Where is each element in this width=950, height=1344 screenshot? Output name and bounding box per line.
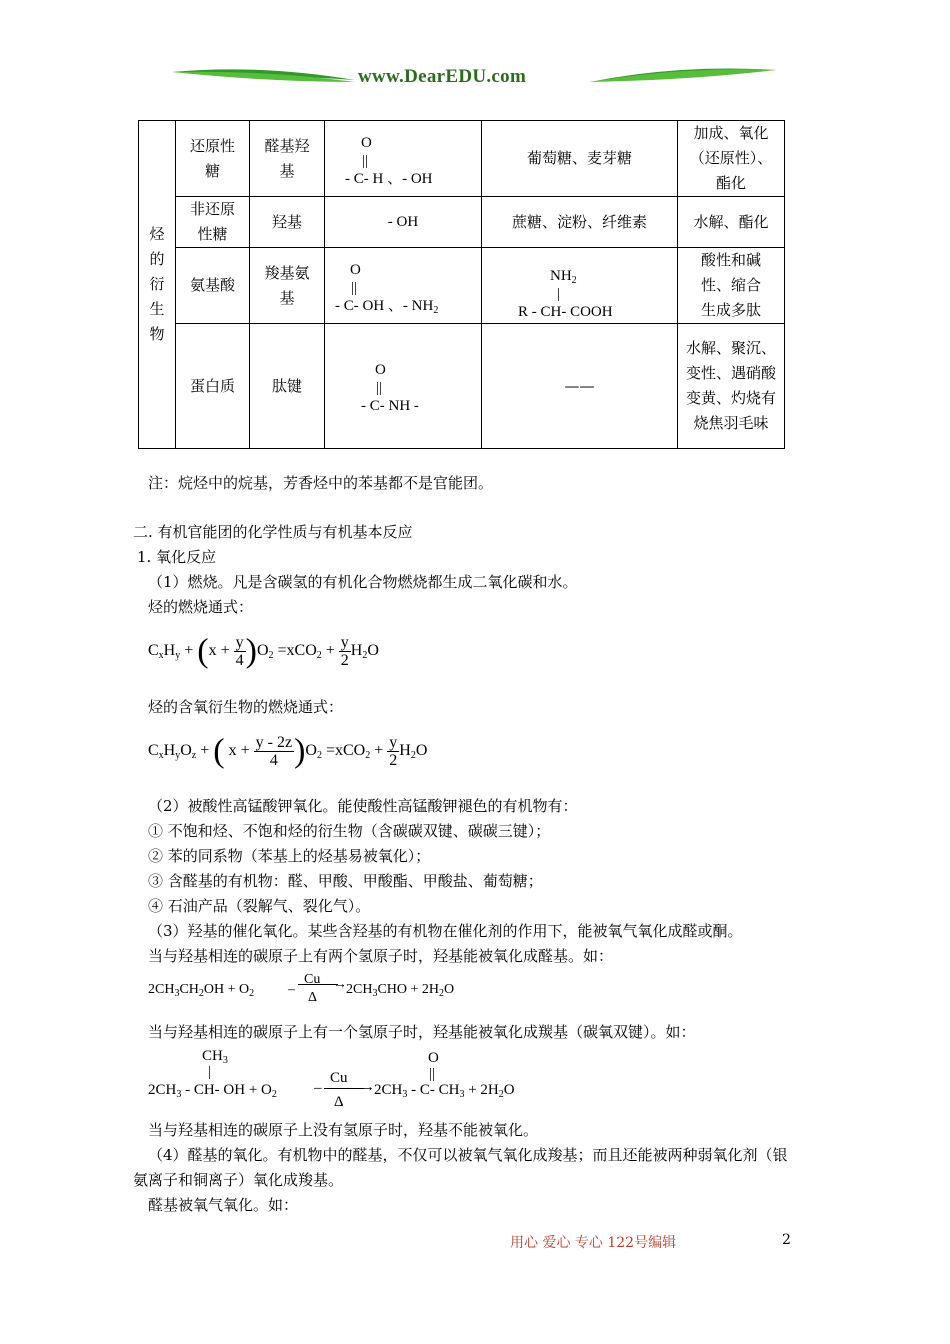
- group-cell: 醛基羟基: [250, 121, 325, 197]
- header-logo: [170, 60, 780, 94]
- group-cell: 羧基氨基: [250, 248, 325, 324]
- paragraph: 当与羟基相连的碳原子上有两个氢原子时，羟基能被氧化成醛基。如：: [148, 947, 614, 965]
- hydrocarbon-combustion-formula: $C_xH_y + (x$ + $\frac{y}{4}$ )$O_2 =xCO_2$ + $\frac{y}{2}$ $H_2O$: [148, 632, 379, 670]
- section-title: 二. 有机官能团的化学性质与有机基本反应: [133, 523, 413, 541]
- class-cell: 非还原性糖: [176, 197, 250, 248]
- paragraph: （4）醛基的氧化。有机物中的醛基，不仅可以被氧气氧化成羧基；而且还能被两种弱氧化剂（银: [148, 1146, 788, 1164]
- group-cell: 羟基: [250, 197, 325, 248]
- properties-cell: 酸性和碱性、缩合生成多肽: [678, 248, 785, 324]
- category-cell: 烃的衍生物: [139, 121, 176, 449]
- examples-cell: ——: [482, 324, 678, 449]
- footer-text: 用心 爱心 专心 122号编辑: [510, 1235, 677, 1251]
- structure-cell: - OH: [325, 197, 482, 248]
- oxygen-derivative-combustion-formula: $C_xH_yO_z$ + ( x + $\frac{y - 2z}{4}$ )$O_2 =xCO_2$ + $\frac{y}{2}$ $H_2O$: [148, 732, 428, 770]
- logo-text: www.DearEDU.com: [358, 66, 527, 87]
- structure-formula: O || - C- OH 、- $NH_2$: [335, 261, 439, 316]
- class-cell: 蛋白质: [176, 324, 250, 449]
- paragraph: （2）被酸性高锰酸钾氧化。能使酸性高锰酸钾褪色的有机物有：: [148, 797, 578, 815]
- table-row: [139, 324, 785, 449]
- paragraph: 醛基被氧气氧化。如：: [148, 1196, 299, 1214]
- class-cell: 还原性糖: [176, 121, 250, 197]
- paragraph: 当与羟基相连的碳原子上没有氢原子时，羟基不能被氧化。: [148, 1121, 539, 1139]
- paragraph: （3）羟基的催化氧化。某些含羟基的有机物在催化剂的作用下，能被氧气氧化成醛或酮。: [148, 922, 743, 940]
- examples-cell: 葡萄糖、麦芽糖: [482, 121, 678, 197]
- structure-formula: O || - C- NH -: [361, 362, 419, 414]
- properties-cell: 水解、聚沉、变性、遇硝酸变黄、灼烧有烧焦羽毛味: [678, 324, 785, 449]
- amino-acid-formula: $NH_2$ | R - CH- COOH: [518, 267, 613, 320]
- structure-cell: [325, 324, 482, 449]
- isopropanol-oxidation-equation: $CH_3$ | $2CH_3 - CH-$ OH + $O_2$ – Cu → Δ O || $2CH_3 - C-$ $CH_3 + 2H_2O$: [148, 1048, 515, 1110]
- table-row: [139, 248, 785, 324]
- properties-cell: 加成、氧化（还原性）、酯化: [678, 121, 785, 197]
- paragraph: 烃的燃烧通式：: [148, 598, 254, 616]
- properties-cell: 水解、酯化: [678, 197, 785, 248]
- list-item: ④ 石油产品（裂解气、裂化气）。: [148, 897, 371, 915]
- structure-cell: [325, 121, 482, 197]
- paragraph: 烃的含氧衍生物的燃烧通式：: [148, 698, 344, 716]
- paragraph: 氨离子和铜离子）氧化成羧基。: [133, 1171, 344, 1189]
- note: 注：烷烃中的烷基，芳香烃中的苯基都不是官能团。: [148, 474, 494, 492]
- list-item: ② 苯的同系物（苯基上的烃基易被氧化）；: [148, 847, 431, 865]
- table-row: [139, 121, 785, 197]
- paragraph: （1）燃烧。凡是含碳氢的有机化合物燃烧都生成二氧化碳和水。: [148, 573, 578, 591]
- group-cell: 肽键: [250, 324, 325, 449]
- list-item: ① 不饱和烃、不饱和烃的衍生物（含碳碳双键、碳碳三键）；: [148, 822, 551, 840]
- subsection-title: 1. 氧化反应: [137, 548, 217, 566]
- paragraph: 当与羟基相连的碳原子上有一个氢原子时，羟基能被氧化成羰基（碳氧双键）。如：: [148, 1023, 696, 1041]
- examples-cell: [482, 248, 678, 324]
- structure-formula: O || - C- H 、- OH: [345, 134, 433, 187]
- class-cell: 氨基酸: [176, 248, 250, 324]
- examples-cell: 蔗糖、淀粉、纤维素: [482, 197, 678, 248]
- page-number: 2: [782, 1232, 791, 1248]
- list-item: ③ 含醛基的有机物：醛、甲酸、甲酸酯、甲酸盐、葡萄糖；: [148, 872, 543, 890]
- structure-cell: [325, 248, 482, 324]
- functional-group-table: [138, 120, 785, 449]
- table-row: [139, 197, 785, 248]
